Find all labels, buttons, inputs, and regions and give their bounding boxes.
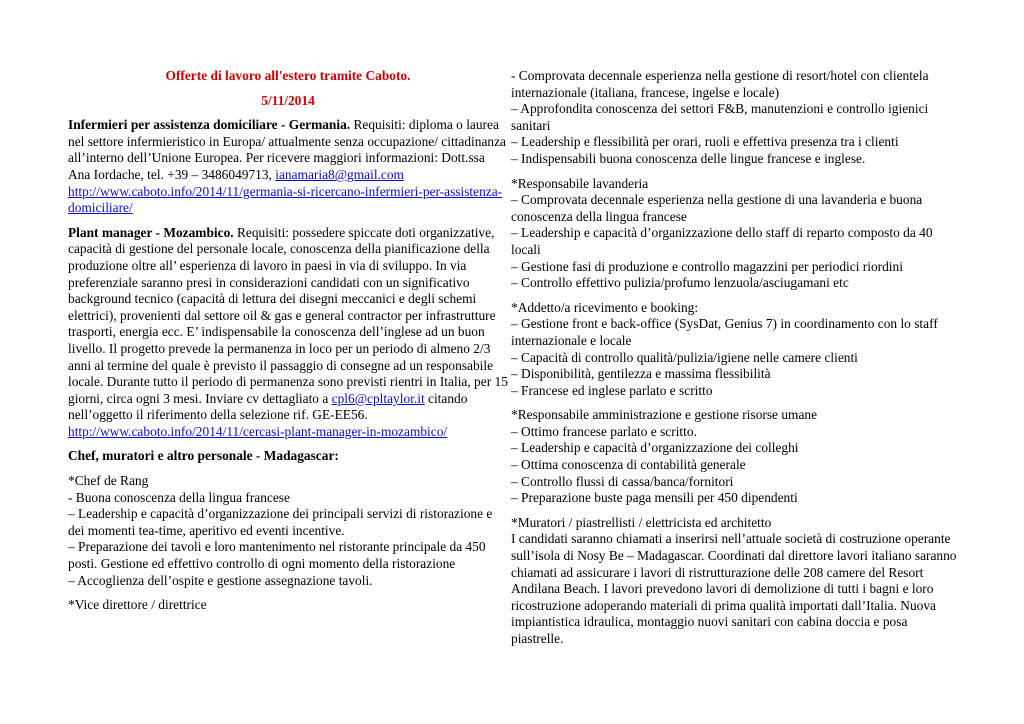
infermieri-heading: Infermieri per assistenza domiciliare - Germania. [68,117,351,133]
list-item: – Gestione front e back-office (SysDat, Genius 7) in coordinamento con lo staff internazionale e locale [511,316,938,348]
list-item: – Gestione fasi di produzione e controllo magazzini per periodici riordini [511,258,903,274]
infermieri-web-link[interactable]: http://www.caboto.info/2014/11/germania-si-ricercano-infermieri-per-assistenza-domiciliare/ [68,183,503,216]
list-item: – Capacità di controllo qualità/pulizia/igiene nelle camere clienti [511,349,858,365]
list-item: – Francese ed inglese parlato e scritto [511,382,713,398]
list-item: – Approfondita conoscenza dei settori F&B, manutenzioni e controllo igienici sanitari [511,101,929,133]
left-column [68,68,508,622]
chef-heading: Chef, muratori e altro personale - Madagascar: [68,448,339,464]
ricevimento-title: *Addetto/a ricevimento e booking: [511,299,699,315]
list-item: – Ottima conoscenza di contabilità generale [511,457,746,473]
infermieri-email-link[interactable]: ianamaria8@gmail.com [275,166,404,182]
list-item: – Disponibilità, gentilezza e massima flessibilità [511,366,771,382]
list-item: – Leadership e capacità d’organizzazione dei principali servizi di ristorazione e dei momenti tea-time, aperitivo ed eventi incentive. [68,506,493,538]
vice-direttore-title: *Vice direttore / direttrice [68,597,207,613]
list-item: – Ottimo francese parlato e scritto. [511,423,697,439]
list-item: – Indispensabili buona conoscenza delle lingue francese e inglese. [511,150,866,166]
list-item: – Accoglienza dell’ospite e gestione assegnazione tavoli. [68,572,373,588]
page-title: Offerte di lavoro all'estero tramite Caboto. [165,68,411,83]
plant-email-link[interactable]: cpl6@cpltaylor.it [331,390,425,406]
plant-body: Requisiti: possedere spiccate doti organizzative, capacità di gestione del personale locale, conoscenza della pianificazione della produzione oltre all’ esperienza di lavoro in paesi in via di sviluppo. In via preferenziale saranno presi in considerazioni candidati con un significativo background tecnico (capacità di lettura dei disegni meccanici e degli schemi elettrici), provenienti dal settore oil & gas e general contractor per infrastrutture trasporti, energia ecc. E’ indispensabile la conoscenza dell’inglese ad un buon livello. Il progetto prevede la permanenza in loco per un periodo di almeno 2/3 anni al termine del quale è previsto il passaggio di consegne ad un responsabile locale. Durante tutto il periodo di permanenza sono previsti rientri in Italia, per 15 giorni, circa ogni 3 mesi. Inviare cv dettagliato a [68,224,508,406]
muratori-title: *Muratori / piastrellisti / elettricista ed architetto [511,514,772,530]
plant-web-link[interactable]: http://www.caboto.info/2014/11/cercasi-plant-manager-in-mozambico/ [68,423,448,439]
list-item: – Leadership e capacità d’organizzazione dello staff di reparto composto da 40 locali [511,225,933,257]
list-item: – Leadership e flessibilità per orari, ruoli e effettiva presenza tra i clienti [511,134,899,150]
lavanderia-title: *Responsabile lavanderia [511,175,649,191]
vice-direttore-section [511,68,961,168]
amministrazione-section [511,407,961,507]
page-date: 5/11/2014 [261,92,315,108]
lavanderia-section [511,176,961,292]
chef-de-rang-section [68,473,508,589]
muratori-body: I candidati saranno chiamati a inserirsi nell’attuale società di costruzione operante sull’isola di Nosy Be – Madagascar. Coordinati dal direttore lavori italiano saranno chiamati ad assicurare i lavori di ristrutturazione delle 208 camere del Resort Andilana Beach. I lavori prevedono lavori di demolizione di tutti i bagni e loro ricostruzione adoperando materiali di prima qualità importati dall’Italia. Nuova impiantistica idraulica, montaggio nuovi sanitari con cabina doccia e posa piastrelle. [511,531,957,646]
ricevimento-section [511,300,961,400]
list-item: – Preparazione dei tavoli e loro mantenimento nel ristorante principale da 450 posti. Gestione ed effettivo controllo di ogni momento della ristorazione [68,539,486,572]
list-item: – Comprovata decennale esperienza nella gestione di una lavanderia e buona conoscenza della lingua francese [511,192,923,224]
list-item: – Preparazione buste paga mensili per 450 dipendenti [511,490,798,506]
list-item: – Controllo effettivo pulizia/profumo lenzuola/asciugamani etc [511,275,849,291]
list-item: – Controllo flussi di cassa/banca/fornitori [511,473,734,489]
list-item: - Comprovata decennale esperienza nella gestione di resort/hotel con clientela internazionale (italiana, francese, ingelse e locale) [511,68,929,100]
plant-section [68,225,508,441]
infermieri-body: Requisiti: diploma o laurea nel settore infermieristico in Europa/ attualmente senza occupazione/ cittadinanza all’interno dell’Unione Europea. Per ricevere maggiori informazioni: Dott.ssa Ana Iordache, tel. +39 – 3486049713, [68,117,506,182]
muratori-section [511,515,961,648]
infermieri-section [68,117,508,217]
right-column [511,68,961,656]
list-item: – Leadership e capacità d’organizzazione dei colleghi [511,440,799,456]
amministrazione-title: *Responsabile amministrazione e gestione risorse umane [511,407,818,423]
plant-body-after: citando nell’oggetto il riferimento della selezione rif. GE-EE56. [68,390,468,423]
list-item: - Buona conoscenza della lingua francese [68,489,290,505]
plant-heading: Plant manager - Mozambico. [68,224,234,240]
chef-de-rang-title: *Chef de Rang [68,473,149,489]
